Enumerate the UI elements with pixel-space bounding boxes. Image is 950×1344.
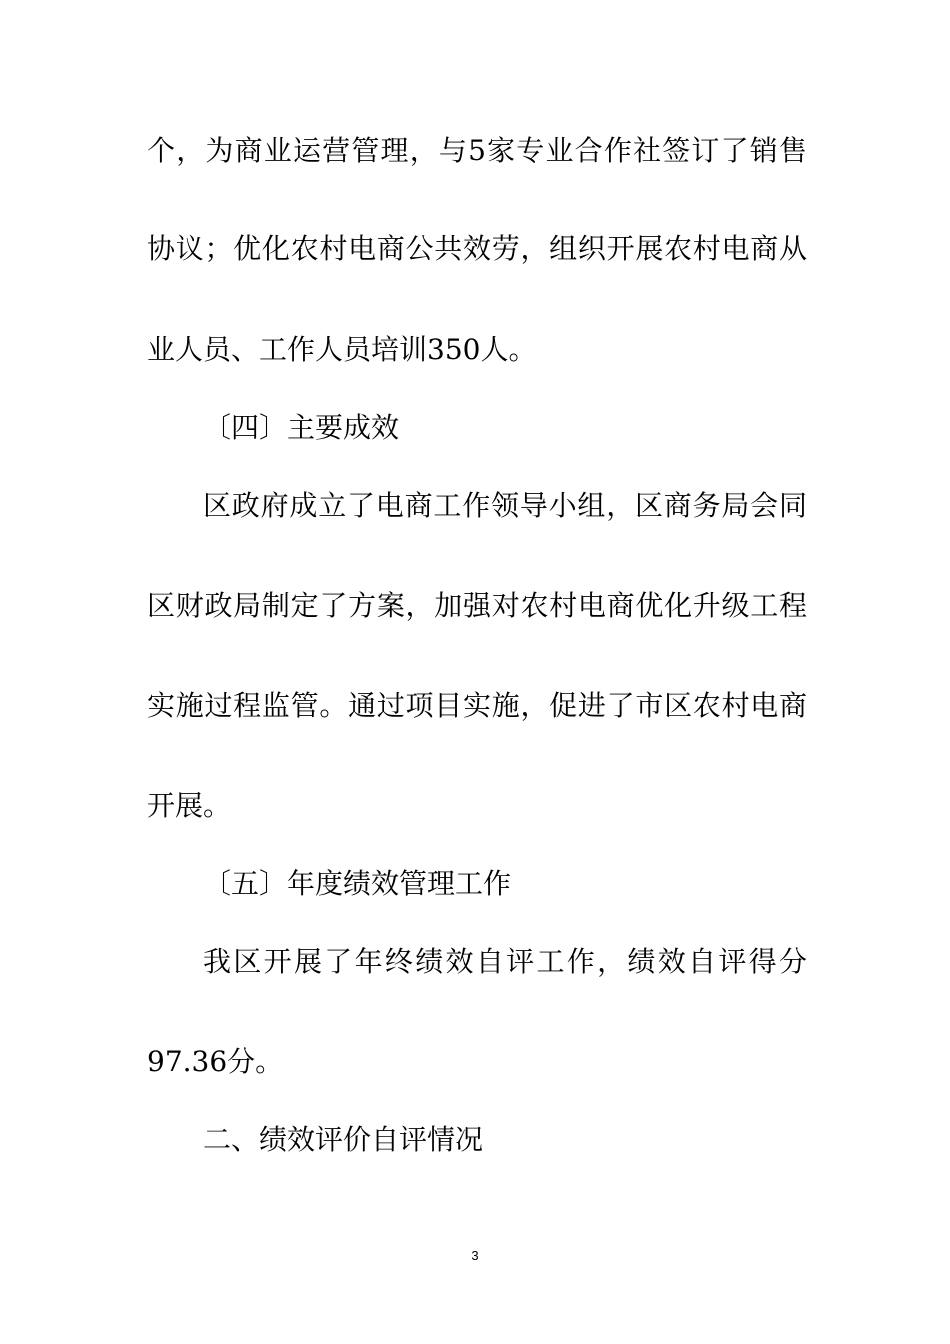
section-heading: 〔四〕主要成效 [203,411,400,444]
paragraph-line: 我区开展了年终绩效自评工作，绩效自评得分 [203,945,807,978]
paragraph-line: 97.36分。 [147,1045,284,1078]
paragraph-line: 业人员、工作人员培训350人。 [147,333,537,366]
paragraph-line: 开展。 [147,789,232,822]
paragraph-line: 区政府成立了电商工作领导小组，区商务局会同 [203,489,807,522]
paragraph-line: 区财政局制定了方案，加强对农村电商优化升级工程 [147,589,807,622]
section-heading: 二、绩效评价自评情况 [203,1123,484,1156]
page-number: 3 [471,1248,479,1263]
paragraph-line: 实施过程监管。通过项目实施，促进了市区农村电商 [147,689,807,722]
paragraph-line: 协议；优化农村电商公共效劳，组织开展农村电商从 [147,232,807,265]
paragraph-line: 个，为商业运营管理，与5家专业合作社签订了销售 [147,134,807,167]
section-heading: 〔五〕年度绩效管理工作 [203,867,512,900]
